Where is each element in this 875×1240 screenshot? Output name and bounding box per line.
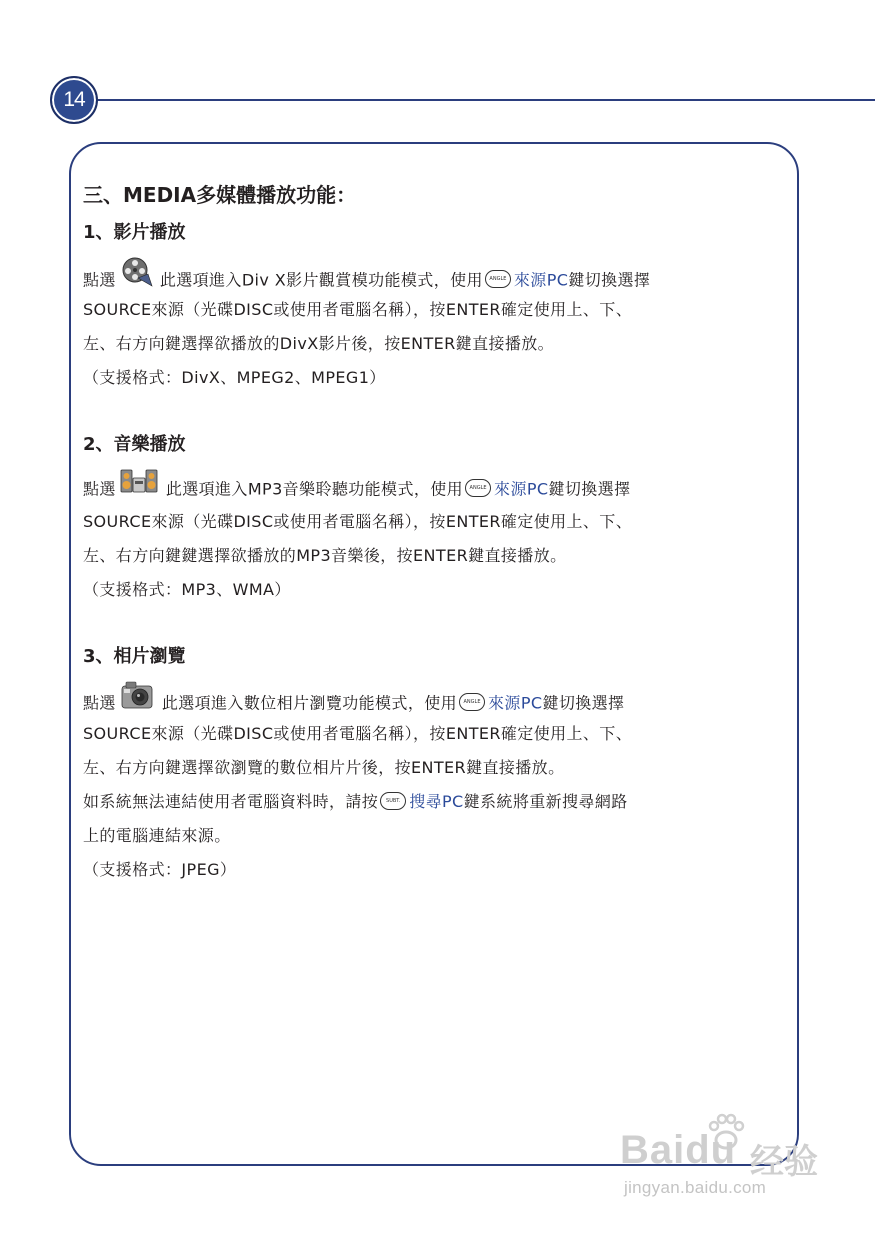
- format-note: （支援格式：JPEG）: [83, 860, 237, 879]
- body-line: 左、右方向鍵選擇欲播放的DivX影片後，按ENTER鍵直接播放。: [83, 334, 555, 353]
- section-body-video: 點選 此選項進入Div X影片觀賞模功能模式，使用 ANGLE 來源PC鍵切換選擇 SOURCE來源（光碟DISC或使用者電腦名稱），按ENTER確定使用上、下、 左、右方向鍵選擇欲播放的DivX影片後，按ENTER鍵直接播放。 （支援格式：DivX、MPEG2、MPEG1）: [83, 259, 788, 395]
- watermark-url: jingyan.baidu.com: [624, 1178, 767, 1197]
- note-text: 如系統無法連結使用者電腦資料時，請按: [83, 792, 379, 811]
- baidu-watermark: [620, 1108, 830, 1204]
- section-body-photo: 點選 此選項進入數位相片瀏覽功能模式，使用 ANGLE 來源PC鍵切換選擇 SOURCE來源（光碟DISC或使用者電腦名稱），按ENTER確定使用上、下、 左、右方向鍵選擇欲瀏覽的數位相片片後，按ENTER鍵直接播放。 如系統無法連結使用者電腦資料時，請按 SUBT. 搜尋PC鍵系統將重新搜尋網路 上的電腦連結來源。 （支援格式：JPEG）: [83, 683, 788, 887]
- body-line: SOURCE來源（光碟DISC或使用者電腦名稱），按ENTER確定使用上、下、: [83, 300, 633, 319]
- camera-icon: [120, 680, 156, 722]
- section-body-music: 點選 此選項進入MP3音樂聆聽功能模式，使用 ANGLE 來源PC鍵切換選擇 SOURCE來源（光碟DISC或使用者電腦名稱），按ENTER確定使用上、下、 左、右方向鍵鍵選擇欲播放的MP3音樂後，按ENTER鍵直接播放。 （支援格式：MP3、WMA）: [83, 471, 788, 607]
- intro-text: 點選: [83, 479, 116, 499]
- page-number-badge: 14: [50, 76, 98, 124]
- search-pc-key-label: 搜尋PC: [409, 792, 464, 811]
- angle-key-icon: ANGLE: [459, 693, 485, 711]
- section-heading-music: 2、音樂播放: [83, 434, 186, 455]
- intro-text: 點選: [83, 693, 116, 713]
- body-line: 左、右方向鍵鍵選擇欲播放的MP3音樂後，按ENTER鍵直接播放。: [83, 546, 567, 565]
- body-line: SOURCE來源（光碟DISC或使用者電腦名稱），按ENTER確定使用上、下、: [83, 724, 633, 743]
- body-line: SOURCE來源（光碟DISC或使用者電腦名稱），按ENTER確定使用上、下、: [83, 512, 633, 531]
- body-line: 左、右方向鍵選擇欲瀏覽的數位相片片後，按ENTER鍵直接播放。: [83, 758, 565, 777]
- watermark-brand-cn: 经验: [750, 1142, 818, 1182]
- source-pc-key-label: 來源PC: [494, 479, 549, 499]
- page-title: 三、MEDIA多媒體播放功能：: [83, 183, 357, 207]
- header-rule: [96, 99, 875, 101]
- intro-text: 點選: [83, 270, 116, 290]
- watermark-brand: Baidu: [620, 1128, 737, 1172]
- angle-key-icon: ANGLE: [465, 479, 491, 497]
- section-heading-photo: 3、相片瀏覽: [83, 646, 186, 667]
- angle-key-icon: ANGLE: [485, 270, 511, 288]
- format-note: （支援格式：MP3、WMA）: [83, 580, 291, 599]
- format-note: （支援格式：DivX、MPEG2、MPEG1）: [83, 368, 386, 387]
- subtitle-key-icon: SUBT.: [380, 792, 406, 810]
- body-line: 上的電腦連結來源。: [83, 826, 231, 845]
- section-heading-video: 1、影片播放: [83, 222, 186, 243]
- music-speakers-icon: [120, 468, 160, 506]
- source-pc-key-label: 來源PC: [488, 693, 543, 713]
- page-content: [83, 175, 788, 887]
- film-reel-icon: [120, 256, 154, 300]
- source-pc-key-label: 來源PC: [513, 270, 569, 290]
